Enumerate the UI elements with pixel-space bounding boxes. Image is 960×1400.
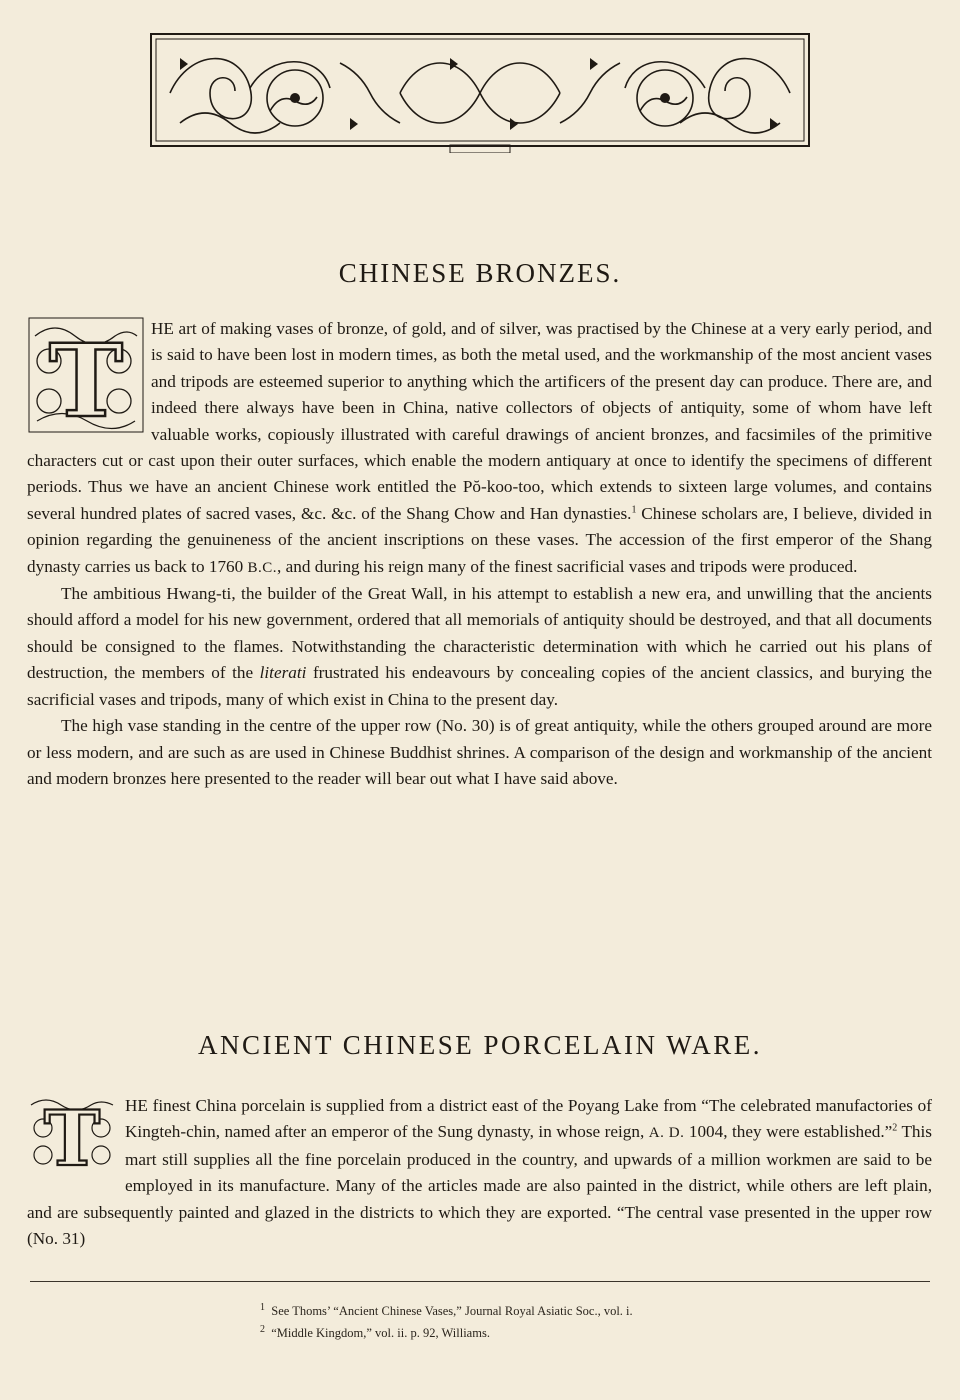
initial-letter: T (43, 1094, 101, 1173)
paragraph: HE finest China porcelain is supplied from a district east of the Poyang Lake from “The celebrated manufactories of Kingteh-chin, named after an emperor of the Sung dynasty, in whose reign, A. D. 1004, they were established.”$^2$ This mart still supplies all the fine porcelain produced in the country, and upwards of a million workmen are said to be employed in its manufacture. Many of the articles made are also painted in the district, while others are left plain, and are subsequently painted and glazed in the districts to which they are exported. “The central vase presented in the upper row (No. 31) (27, 1096, 932, 1249)
initial-letter: T (48, 322, 124, 434)
section-body-bronzes (27, 316, 932, 792)
decorated-initial-t (27, 1093, 117, 1173)
footnote: $^1$ See Thoms’ “Ancient Chinese Vases,” Journal Royal Asiatic Soc., vol. i. (260, 1301, 633, 1318)
footnote: $^2$ “Middle Kingdom,” vol. ii. p. 92, Williams. (260, 1323, 490, 1340)
footnote-divider (30, 1281, 930, 1282)
paragraph: HE art of making vases of bronze, of gold, and of silver, was practised by the Chinese at a very early period, and is said to have been lost in modern times, as both the metal used, and the workmanship of the most ancient vases and tripods are esteemed superior to anything which the artificers of the present day can produce. There are, and indeed there always have been in China, native collectors of objects of antiquity, some of whom have left valuable works, copiously illustrated with careful drawings of ancient bronzes, and facsimiles of the primitive characters cut or cast upon their outer surfaces, which enable the modern antiquary at once to identify the specimens of different periods. Thus we have an ancient Chinese work entitled the Pŏ-koo-too, which extends to sixteen large volumes, and contains several hundred plates of sacred vases, &c. &c. of the Shang Chow and Han dynasties.$^1$ Chinese scholars are, I believe, divided in opinion regarding the genuineness of the ancient inscriptions on these vases. The accession of the first emperor of the Shang dynasty carries us back to 1760 B.C., and during his reign many of the finest sacrificial vases and tripods were produced. (27, 319, 932, 576)
footnote-ref: 2 (892, 1122, 898, 1134)
section-body-porcelain (27, 1093, 932, 1252)
scroll-ornament-icon (150, 33, 810, 153)
footnote-ref: 1 (631, 504, 637, 516)
ornamental-initial-icon (27, 1093, 117, 1173)
section-title-porcelain: ANCIENT CHINESE PORCELAIN WARE. (197, 1030, 762, 1060)
section-title-bronzes: CHINESE BRONZES. (338, 258, 622, 288)
ornamental-initial-icon (27, 316, 145, 434)
paragraph: The high vase standing in the centre of the upper row (No. 30) is of great antiquity, while the others grouped around are more or less modern, and are such as are used in Chinese Buddhist shrines. A comparison of the design and workmanship of the ancient and modern bronzes here presented to the reader will bear out what I have said above. (27, 716, 932, 788)
ornamental-headpiece (150, 33, 810, 153)
paragraph: The ambitious Hwang-ti, the builder of the Great Wall, in his attempt to establish a new era, and unwilling that the ancients should afford a model for his new government, ordered that all memorials of antiquity should be destroyed, and that all documents should be consigned to the flames. Notwithstanding the characteristic determination with which he carried out his plans of destruction, the members of the literati frustrated his endeavours by concealing copies of the ancient classics, and burying the sacrificial vases and tripods, many of which exist in China to the present day. (27, 584, 932, 709)
decorated-initial-t (27, 316, 145, 434)
